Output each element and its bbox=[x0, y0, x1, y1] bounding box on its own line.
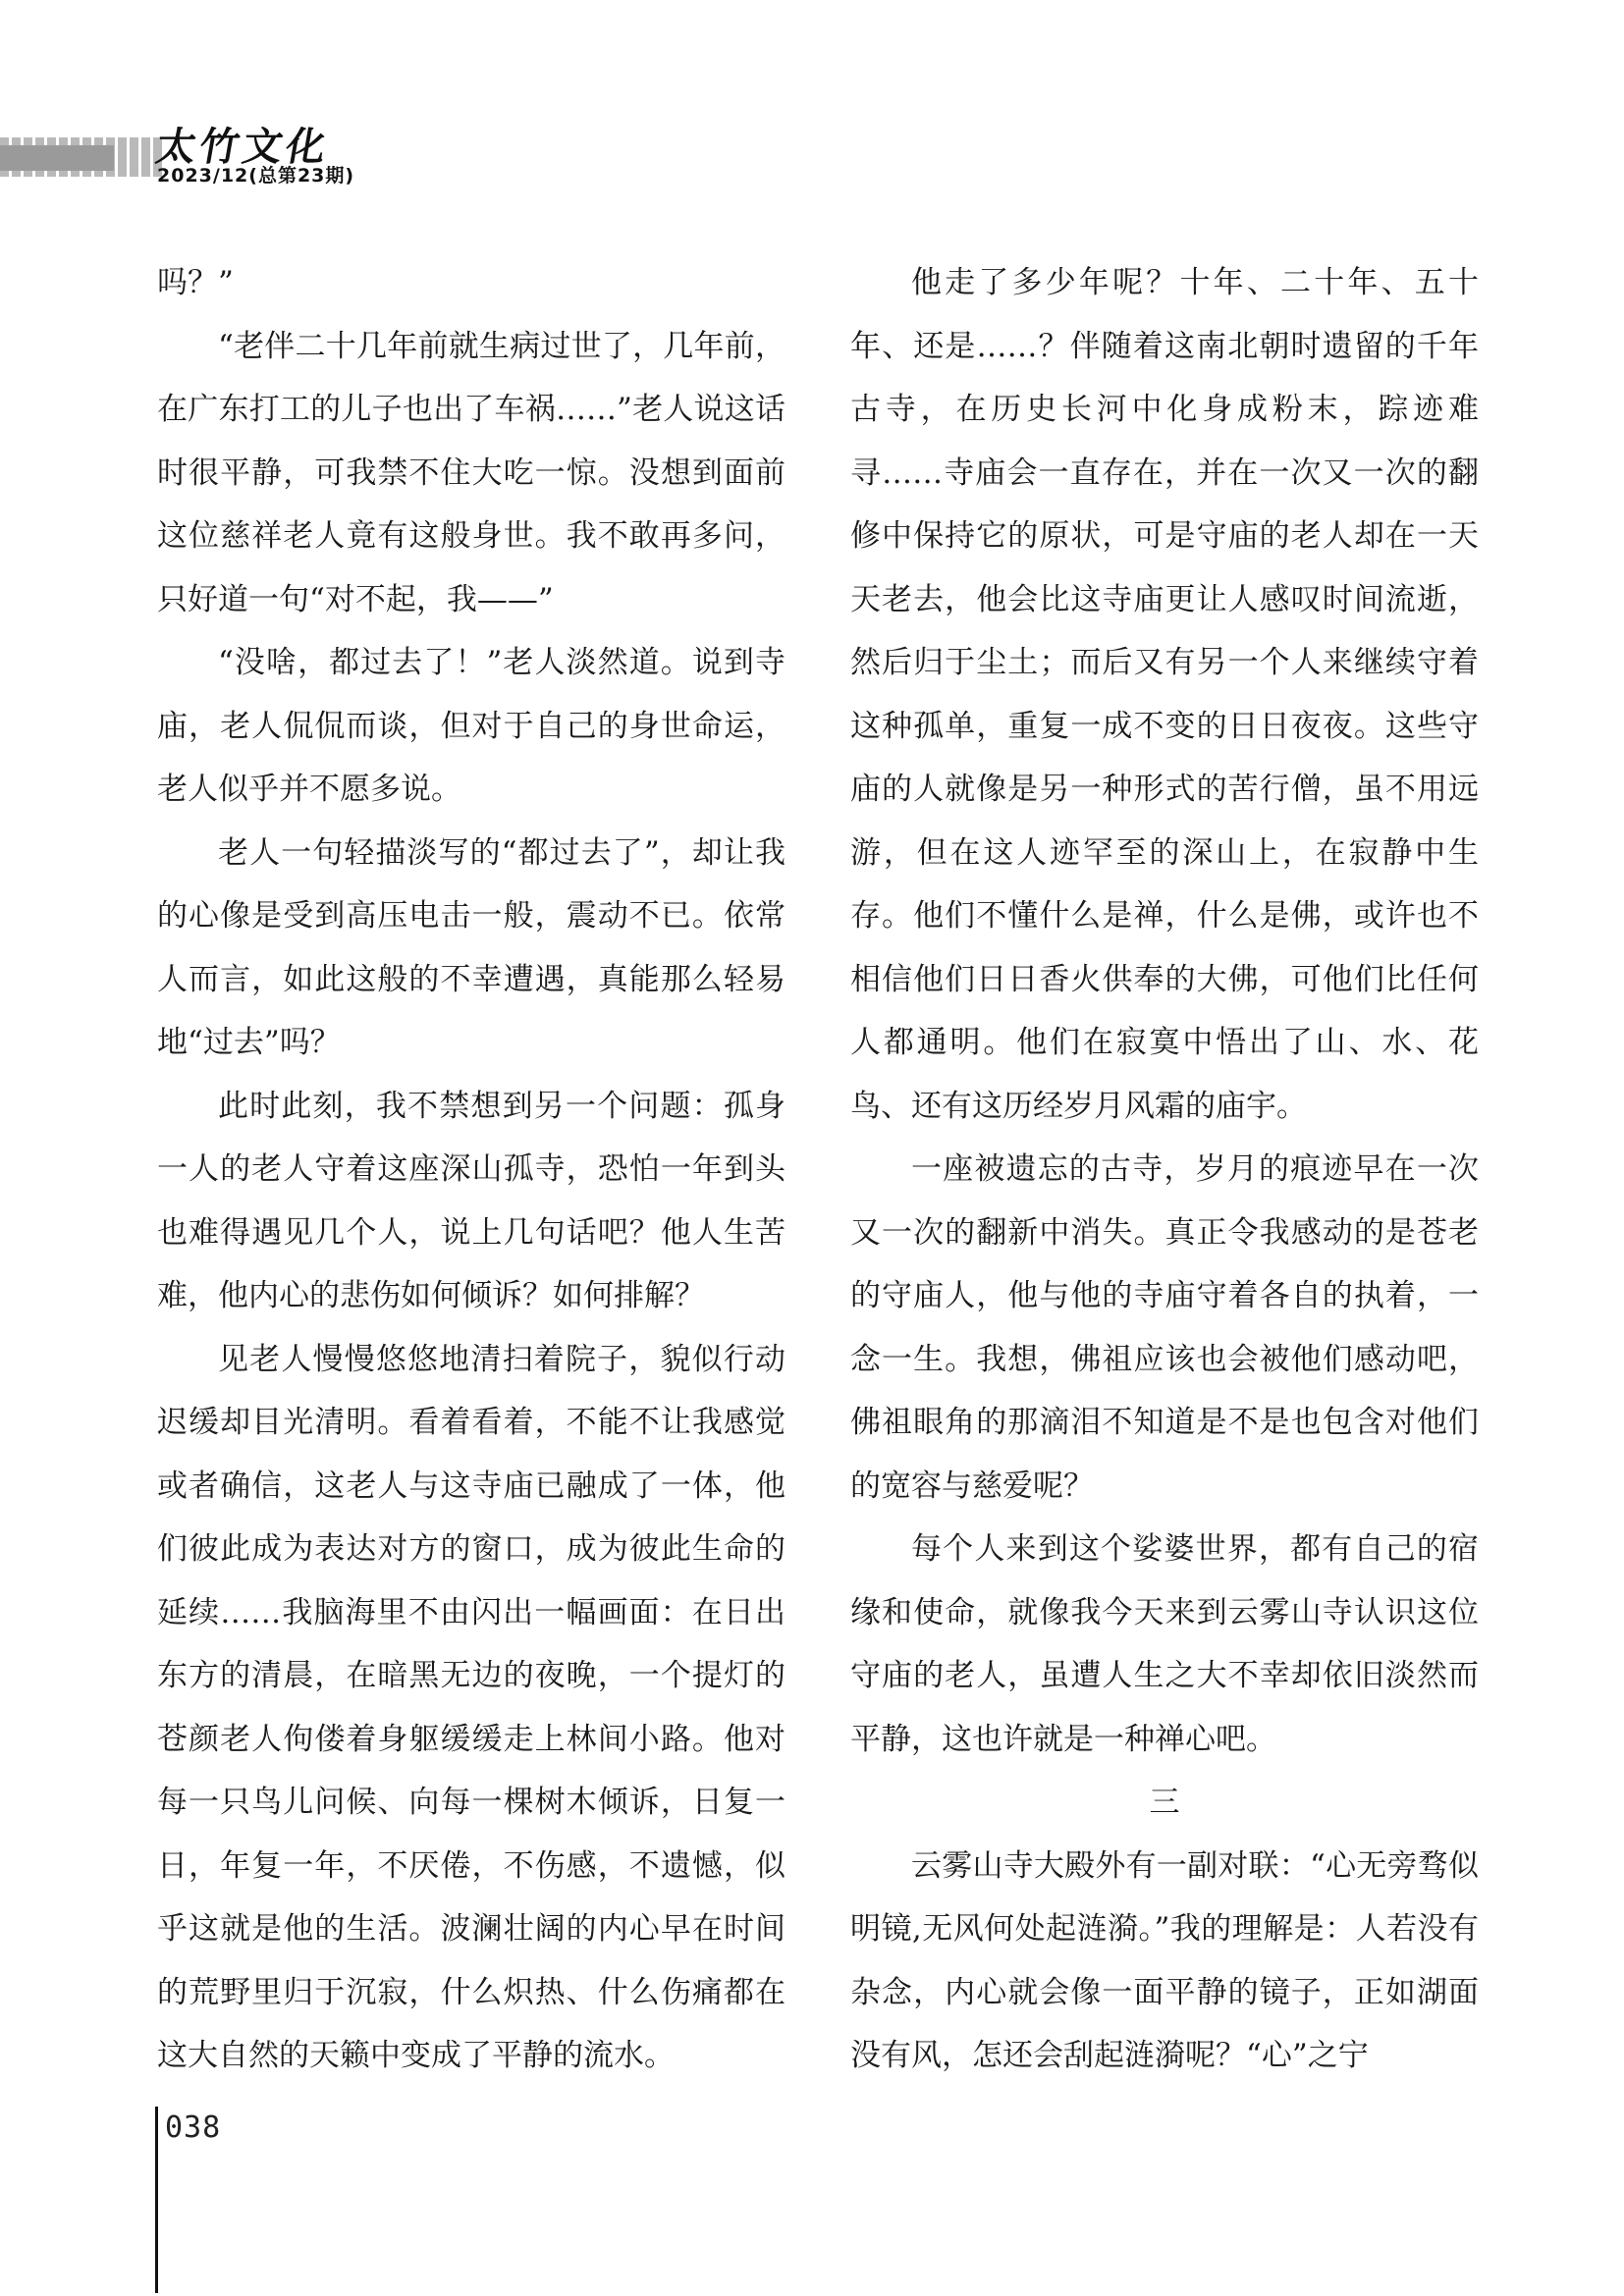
page-number: 038 bbox=[165, 2110, 222, 2145]
paragraph: “没啥，都过去了！”老人淡然道。说到寺庙，老人侃侃而谈，但对于自己的身世命运，老人似乎并不愿多说。 bbox=[157, 645, 785, 807]
paragraph: 老人一句轻描淡写的“都过去了”，却让我的心像是受到高压电击一般，震动不已。依常人而言，如此这般的不幸遭遇，真能那么轻易地“过去”吗？ bbox=[157, 834, 785, 1060]
magazine-logo: 太竹文化 bbox=[152, 125, 334, 170]
left-column bbox=[157, 251, 785, 2088]
paragraph: 见老人慢慢悠悠地清扫着院子，貌似行动迟缓却目光清明。看着看着，不能不让我感觉或者确信，这老人与这寺庙已融成了一体，他们彼此成为表达对方的窗口，成为彼此生命的延续……我脑海里不由闪出一幅画面：在日出东方的清晨，在暗黑无边的夜晚，一个提灯的苍颜老人佝偻着身躯缓缓走上林间小路。他对每一只鸟儿问候、向每一棵树木倾诉，日复一日，年复一年，不厌倦，不伤感，不遗憾，似乎这就是他的生活。波澜壮阔的内心早在时间的荒野里归于沉寂，什么炽热、什么伤痛都在这大自然的天籁中变成了平静的流水。 bbox=[157, 1341, 785, 2073]
paragraph: 他走了多少年呢？十年、二十年、五十年、还是……？伴随着这南北朝时遗留的千年古寺，在历史长河中化身成粉末，踪迹难寻……寺庙会一直存在，并在一次又一次的翻修中保持它的原状，可是守庙的老人却在一天天老去，他会比这寺庙更让人感叹时间流逝，然后归于尘土；而后又有另一个人来继续守着这种孤单，重复一成不变的日日夜夜。这些守庙的人就像是另一种形式的苦行僧，虽不用远游，但在这人迹罕至的深山上，在寂静中生存。他们不懂什么是禅，什么是佛，或许也不相信他们日日香火供奉的大佛，可他们比任何人都通明。他们在寂寞中悟出了山、水、花鸟、还有这历经岁月风霜的庙宇。 bbox=[850, 265, 1479, 1124]
paragraph: 一座被遗忘的古寺，岁月的痕迹早在一次又一次的翻新中消失。真正令我感动的是苍老的守庙人，他与他的寺庙守着各自的执着，一念一生。我想，佛祖应该也会被他们感动吧，佛祖眼角的那滴泪不知道是不是也包含对他们的宽容与慈爱呢？ bbox=[850, 1151, 1479, 1504]
footer-rule bbox=[155, 2107, 158, 2293]
header-bar-decoration bbox=[0, 145, 114, 171]
section-heading: 三 bbox=[1149, 1785, 1180, 1820]
paragraph: “老伴二十几年前就生病过世了，几年前，在广东打工的儿子也出了车祸……”老人说这话时很平静，可我禁不住大吃一惊。没想到面前这位慈祥老人竟有这般身世。我不敢再多问，只好道一句“对不起，我——” bbox=[157, 328, 785, 617]
right-column bbox=[850, 251, 1479, 2088]
paragraph: 云雾山寺大殿外有一副对联：“心无旁骛似明镜,无风何处起涟漪。”我的理解是：人若没有杂念，内心就会像一面平静的镜子，正如湖面没有风，怎还会刮起涟漪呢？“心”之宁 bbox=[850, 1847, 1479, 2073]
paragraph: 每个人来到这个娑婆世界，都有自己的宿缘和使命，就像我今天来到云雾山寺认识这位守庙的老人，虽遭人生之大不幸却依旧淡然而平静，这也许就是一种禅心吧。 bbox=[850, 1531, 1479, 1757]
paragraph: 吗？” bbox=[157, 265, 234, 300]
issue-label: 2023/12(总第23期) bbox=[157, 165, 355, 187]
paragraph: 此时此刻，我不禁想到另一个问题：孤身一人的老人守着这座深山孤寺，恐怕一年到头也难得遇见几个人，说上几句话吧？他人生苦难，他内心的悲伤如何倾诉？如何排解？ bbox=[157, 1088, 785, 1313]
